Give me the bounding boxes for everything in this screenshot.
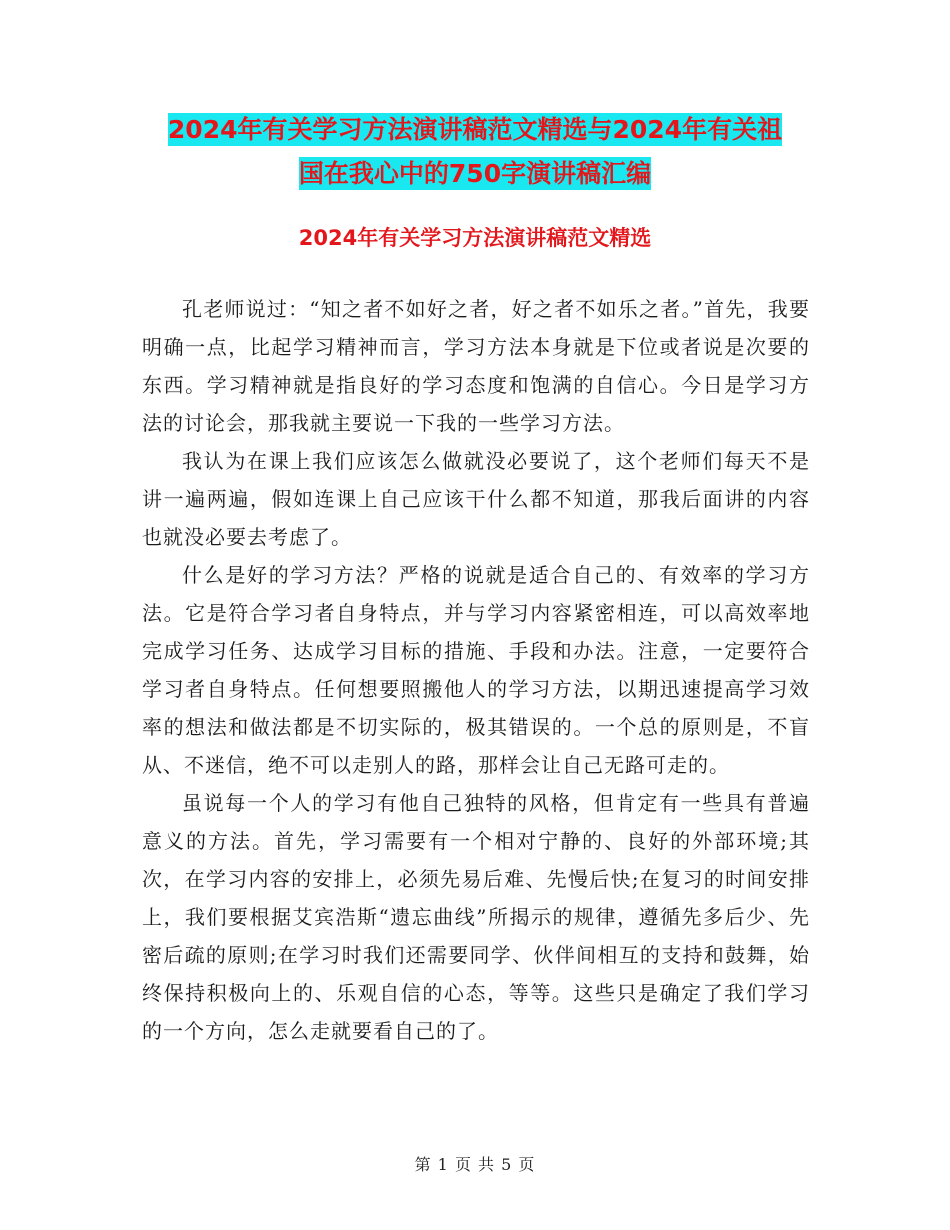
paragraph: 什么是好的学习方法？严格的说就是适合自己的、有效率的学习方法。它是符合学习者自身特点，并与学习内容紧密相连，可以高效率地完成学习任务、达成学习目标的措施、手段和办法。注意，一定要符合学习者自身特点。任何想要照搬他人的学习方法，以期迅速提高学习效率的想法和做法都是不切实际的，极其错误的。一个总的原则是，不盲从、不迷信，绝不可以走别人的路，那样会让自己无路可走的。 bbox=[142, 563, 810, 777]
document-body bbox=[142, 290, 810, 1050]
paragraph: 虽说每一个人的学习有他自己独特的风格，但肯定有一些具有普遍意义的方法。首先，学习需要有一个相对宁静的、良好的外部环境;其次，在学习内容的安排上，必须先易后难、先慢后快;在复习的时间安排上，我们要根据艾宾浩斯“遗忘曲线”所揭示的规律，遵循先多后少、先密后疏的原则;在学习时我们还需要同学、伙伴间相互的支持和鼓舞，始终保持积极向上的、乐观自信的心态，等等。这些只是确定了我们学习的一个方向，怎么走就要看自己的了。 bbox=[142, 791, 810, 1043]
title-line-1: 2024年有关学习方法演讲稿范文精选与2024年有关祖 bbox=[167, 115, 783, 144]
paragraph: 孔老师说过：“知之者不如好之者，好之者不如乐之者。”首先，我要明确一点，比起学习精神而言，学习方法本身就是下位或者说是次要的东西。学习精神就是指良好的学习态度和饱满的自信心。今日是学习方法的讨论会，那我就主要说一下我的一些学习方法。 bbox=[142, 297, 810, 435]
page-footer: 第 1 页 共 5 页 bbox=[414, 1155, 536, 1174]
section-title: 2024年有关学习方法演讲稿范文精选 bbox=[298, 226, 652, 250]
paragraph: 我认为在课上我们应该怎么做就没必要说了，这个老师们每天不是讲一遍两遍，假如连课上自己应该干什么都不知道，那我后面讲的内容也就没必要去考虑了。 bbox=[142, 449, 810, 549]
title-line-2: 国在我心中的750字演讲稿汇编 bbox=[298, 159, 652, 188]
document-title bbox=[140, 108, 810, 196]
